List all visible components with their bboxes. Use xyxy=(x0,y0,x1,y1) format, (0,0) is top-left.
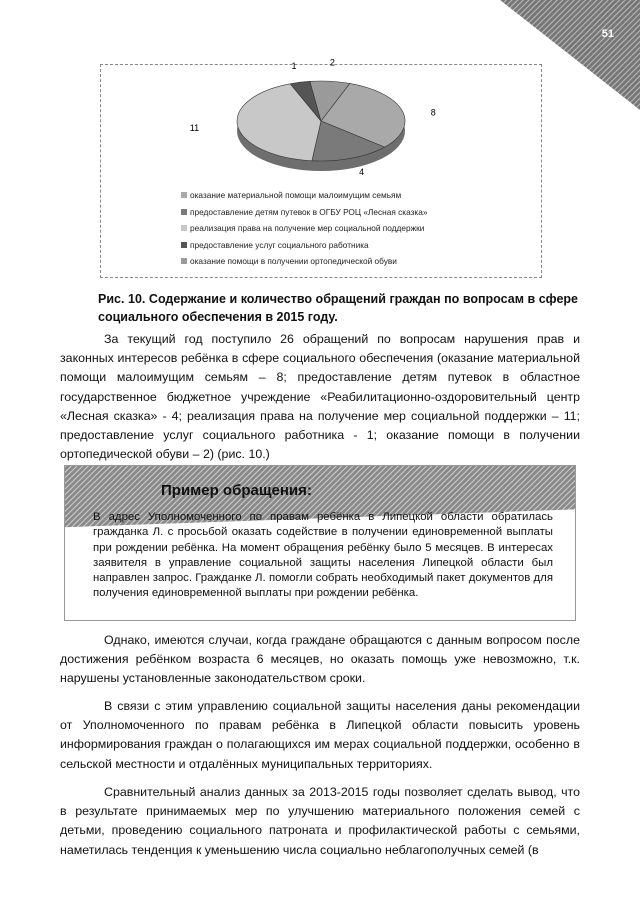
slice-label: 4 xyxy=(359,167,365,178)
slice-label: 11 xyxy=(189,122,200,133)
paragraph: Сравнительный анализ данных за 2013-2015 годы позволяет сделать вывод, что в результате принимаемых мер по улучшению материального положения семей с детьми, проведению социального патроната и профилактической работы с семьями, наметилась тенденция к уменьшению числа социально неблагополучных семей (в xyxy=(60,785,580,857)
legend-item xyxy=(181,187,521,204)
slice-label: 8 xyxy=(430,107,436,118)
example-text: В адрес Уполномоченного по правам ребёнка в Липецкой области обратилась гражданка Л. с просьбой оказать содействие в получении единовременной выплаты при рождении ребёнка. На момент обращения ребёнку было 5 месяцев. В интересах заявителя в управление социальной защиты населения Липецкой области был направлен запрос. Гражданке Л. помогли собрать необходимый пакет документов для получения единовременной выплаты при рождении ребёнка. xyxy=(93,511,553,600)
legend-item xyxy=(181,237,521,254)
legend-swatch xyxy=(181,192,187,198)
paragraph: Однако, имеются случаи, когда граждане обращаются с данным вопросом после достижения ребёнком возраста 6 месяцев, но оказать помощь уже невозможно, т.к. нарушены установленные законодательством сроки. xyxy=(60,633,580,686)
legend-swatch xyxy=(181,225,187,231)
slice-label: 1 xyxy=(291,60,297,71)
example-box xyxy=(64,465,576,621)
pie-svg xyxy=(101,57,541,187)
example-title: Пример обращения: xyxy=(161,482,312,499)
legend-label: оказание материальной помощи малоимущим семьям xyxy=(190,190,402,201)
slice-label: 2 xyxy=(329,57,335,68)
legend-label: предоставление услуг социального работника xyxy=(190,239,369,250)
page-number: 51 xyxy=(601,28,614,40)
legend-swatch xyxy=(181,242,187,248)
legend-item xyxy=(181,220,521,237)
legend-label: оказание помощи в получении ортопедической обуви xyxy=(190,256,397,267)
legend-swatch xyxy=(181,209,187,215)
figure-caption: Рис. 10. Содержание и количество обращений граждан по вопросам в сфере социального обеспечения в 2015 году. xyxy=(98,292,578,324)
legend-item xyxy=(181,204,521,221)
legend-item xyxy=(181,253,521,270)
pie-chart xyxy=(100,57,542,278)
chart-legend xyxy=(181,187,521,270)
paragraph: В связи с этим управлению социальной защиты населения даны рекомендации от Уполномоченного по правам ребёнка в Липецкой области повысить уровень информирования граждан о полагающихся им мерах социальной поддержки, особенно в сельской местности и отдалённых муниципальных территориях. xyxy=(60,699,580,771)
legend-label: реализация права на получение мер социальной поддержки xyxy=(190,223,425,234)
paragraph: За текущий год поступило 26 обращений по вопросам нарушения прав и законных интересов ребёнка в сфере социального обеспечения (оказание материальной помощи малоимущим семьям – 8; предоставление детям путевок в областное государственное бюджетное учреждение «Реабилитационно-оздоровительный центр «Лесная сказка» - 4; реализация права на получение мер социальной поддержки – 11; предоставление услуг социального работника - 1; оказание помощи в получении ортопедической обуви – 2) (рис. 10.) xyxy=(60,332,580,462)
legend-label: предоставление детям путевок в ОГБУ РОЦ «Лесная сказка» xyxy=(190,206,428,217)
legend-swatch xyxy=(181,258,187,264)
